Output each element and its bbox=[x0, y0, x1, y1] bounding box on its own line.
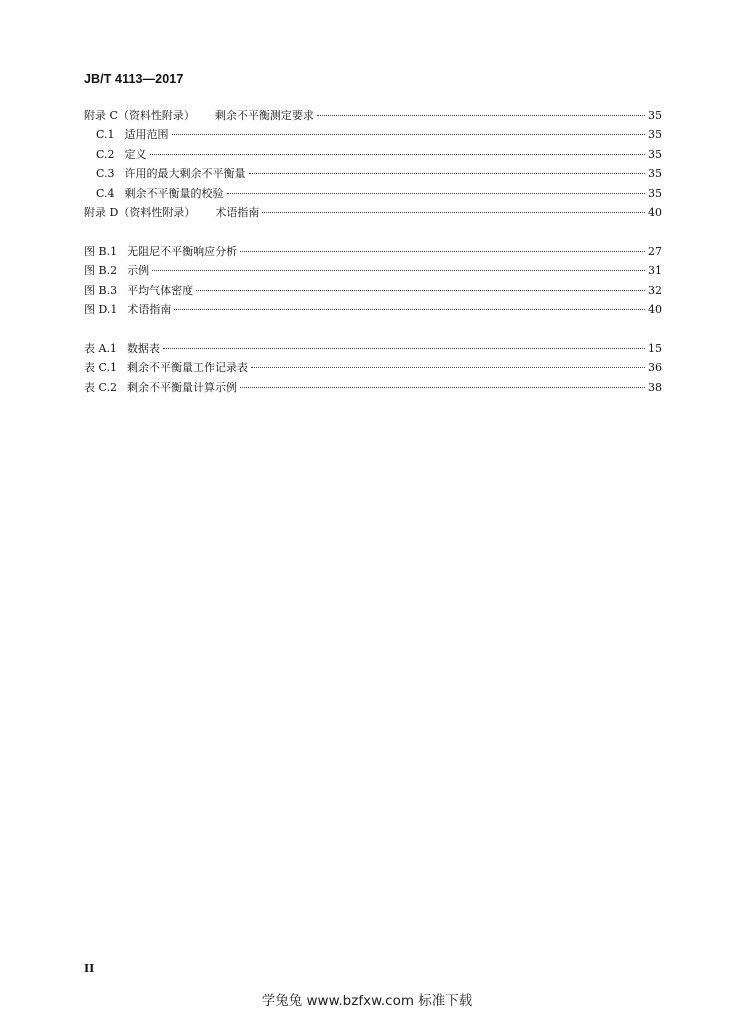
toc-entry-title: 剩余不平衡量工作记录表 bbox=[127, 361, 249, 375]
dot-leader bbox=[240, 243, 645, 252]
dot-leader bbox=[174, 301, 645, 310]
toc-entry-number: 附录 C（资料性附录） bbox=[84, 109, 195, 122]
dot-leader bbox=[249, 165, 645, 174]
toc-entry-number: C.1 bbox=[96, 128, 115, 142]
toc-entry-number: C.3 bbox=[96, 167, 115, 181]
toc-entry-label bbox=[96, 125, 169, 144]
toc-entry-title: 示例 bbox=[127, 264, 150, 278]
toc-entry[interactable] bbox=[84, 300, 662, 319]
toc-entry-label bbox=[84, 281, 193, 300]
toc-entry-label bbox=[84, 261, 149, 280]
toc-appendix-section bbox=[84, 106, 662, 222]
toc-table-section bbox=[84, 339, 662, 397]
toc-entry-page: 35 bbox=[648, 109, 662, 122]
page-number: II bbox=[84, 962, 95, 975]
toc-entry-title: 许用的最大剩余不平衡量 bbox=[124, 167, 246, 181]
toc-entry-label bbox=[84, 203, 259, 222]
toc-entry-label bbox=[84, 300, 171, 319]
toc-entry-label bbox=[96, 145, 147, 164]
toc-entry-title: 数据表 bbox=[126, 342, 160, 355]
toc-entry-page: 31 bbox=[648, 264, 662, 278]
toc-entry-title: 剩余不平衡量的校验 bbox=[124, 186, 224, 200]
dot-leader bbox=[262, 204, 645, 213]
toc-entry-page: 32 bbox=[648, 283, 662, 297]
toc-entry[interactable] bbox=[84, 281, 662, 300]
toc-entry-page: 40 bbox=[648, 205, 662, 219]
toc-entry-label bbox=[84, 242, 237, 261]
toc-entry-title: 定义 bbox=[124, 147, 147, 161]
dot-leader bbox=[152, 262, 645, 271]
dot-leader bbox=[196, 282, 645, 291]
toc-entry[interactable] bbox=[84, 358, 662, 377]
toc-entry-page: 40 bbox=[648, 303, 662, 317]
toc-entry-title: 术语指南 bbox=[127, 303, 172, 317]
toc-entry-number: C.4 bbox=[96, 186, 115, 200]
toc-entry-page: 35 bbox=[648, 147, 662, 161]
toc-entry-title: 适用范围 bbox=[124, 128, 169, 142]
toc-entry-title: 平均气体密度 bbox=[127, 283, 194, 297]
toc-entry-title: 剩余不平衡测定要求 bbox=[214, 109, 314, 122]
toc-entry-number: 图 D.1 bbox=[84, 303, 118, 317]
toc-entry-title: 无阻尼不平衡响应分析 bbox=[127, 245, 238, 258]
toc-entry-number: 图 B.3 bbox=[84, 283, 118, 297]
toc-entry-page: 27 bbox=[648, 245, 662, 258]
dot-leader bbox=[163, 340, 645, 349]
dot-leader bbox=[172, 126, 645, 135]
toc-entry-label bbox=[96, 164, 246, 183]
toc-entry-number: C.2 bbox=[96, 147, 115, 161]
toc-entry[interactable] bbox=[84, 125, 662, 144]
toc-entry-title: 剩余不平衡量计算示例 bbox=[127, 380, 238, 394]
toc-entry-title: 术语指南 bbox=[215, 205, 260, 219]
dot-leader bbox=[240, 379, 645, 388]
watermark-text: 学兔兔 www.bzfxw.com 标准下载 bbox=[261, 993, 473, 1009]
toc-entry[interactable] bbox=[84, 164, 662, 183]
toc-entry[interactable] bbox=[84, 203, 662, 222]
toc-entry-number: 表 A.1 bbox=[84, 342, 117, 355]
toc-entry[interactable] bbox=[84, 378, 662, 397]
toc-entry-label bbox=[84, 358, 248, 377]
dot-leader bbox=[150, 146, 645, 155]
toc-entry[interactable] bbox=[84, 145, 662, 164]
toc-entry[interactable] bbox=[84, 339, 662, 358]
toc-entry-label bbox=[84, 106, 314, 125]
toc-entry-label bbox=[84, 339, 160, 358]
toc-entry[interactable] bbox=[84, 242, 662, 261]
toc-entry-label bbox=[96, 184, 224, 203]
toc-entry-page: 35 bbox=[648, 186, 662, 200]
toc-entry[interactable] bbox=[84, 184, 662, 203]
toc-figure-section bbox=[84, 242, 662, 320]
toc-entry[interactable] bbox=[84, 261, 662, 280]
toc-entry-number: 表 C.2 bbox=[84, 380, 118, 394]
toc-entry-number: 附录 D（资料性附录） bbox=[84, 205, 196, 219]
dot-leader bbox=[317, 107, 645, 116]
dot-leader bbox=[251, 359, 645, 368]
toc-entry-page: 36 bbox=[648, 361, 662, 375]
toc-entry-page: 38 bbox=[648, 380, 662, 394]
toc-entry-page: 35 bbox=[648, 167, 662, 181]
toc-entry-page: 35 bbox=[648, 128, 662, 142]
toc-entry[interactable] bbox=[84, 106, 662, 125]
toc-entry-number: 图 B.2 bbox=[84, 264, 118, 278]
standard-number-header: JB/T 4113—2017 bbox=[84, 72, 184, 86]
toc-entry-page: 15 bbox=[648, 342, 662, 355]
dot-leader bbox=[227, 185, 645, 194]
toc-entry-number: 图 B.1 bbox=[84, 245, 118, 258]
toc-entry-number: 表 C.1 bbox=[84, 361, 118, 375]
toc-entry-label bbox=[84, 378, 237, 397]
